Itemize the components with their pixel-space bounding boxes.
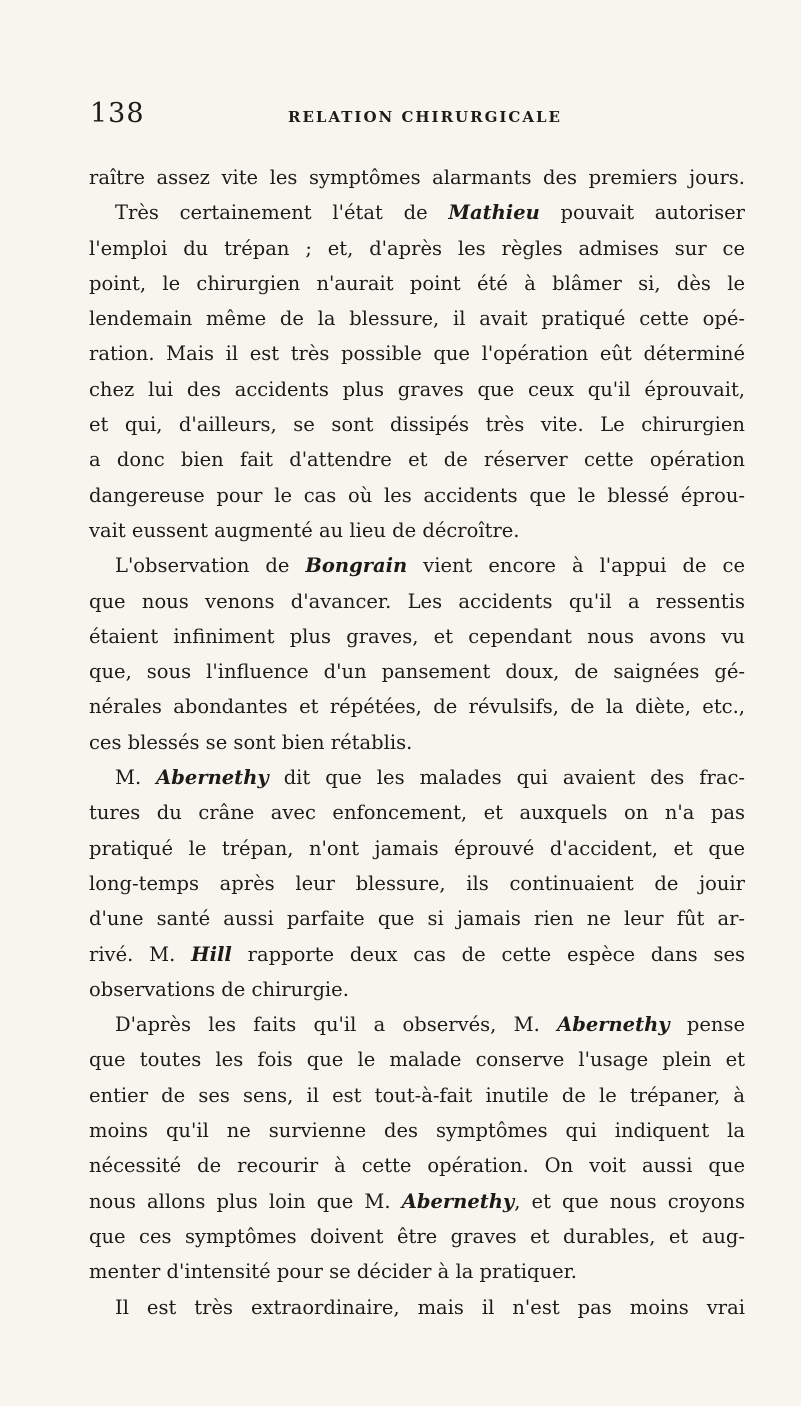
text-line: que, sous l'influence d'un pansement doux, de saignées gé- (89, 660, 745, 684)
text-line: moins qu'il ne survienne des symptômes qui indiquent la (89, 1119, 745, 1143)
text-line: que nous venons d'avancer. Les accidents qu'il a ressentis (89, 589, 745, 613)
text-line: L'observation de Bongrain vient encore à l'appui de ce (115, 554, 745, 578)
text-line: observations de chirurgie. (89, 977, 349, 1001)
text-line: dangereuse pour le cas où les accidents que le blessé éprou- (89, 483, 745, 507)
text-line: lendemain même de la blessure, il avait pratiqué cette opé- (89, 307, 745, 331)
text-line: nous allons plus loin que M. Abernethy, et que nous croyons (89, 1189, 745, 1213)
text-line: nécessité de recourir à cette opération. On voit aussi que (89, 1154, 745, 1178)
body-text (89, 160, 745, 1325)
text-line: l'emploi du trépan ; et, d'après les règles admises sur ce (89, 236, 745, 260)
text-line: Très certainement l'état de Mathieu pouvait autoriser (115, 201, 745, 225)
text-line: étaient infiniment plus graves, et cependant nous avons vu (89, 624, 745, 648)
text-line: D'après les faits qu'il a observés, M. Abernethy pense (115, 1013, 746, 1037)
text-line: menter d'intensité pour se décider à la pratiquer. (89, 1260, 577, 1284)
text-line: entier de ses sens, il est tout-à-fait inutile de le trépaner, à (89, 1083, 745, 1107)
running-title: RELATION CHIRURGICALE (288, 108, 562, 126)
text-line: rivé. M. Hill rapporte deux cas de cette espèce dans ses (89, 942, 746, 966)
page-number: 138 (90, 98, 145, 129)
text-line: chez lui des accidents plus graves que ceux qu'il éprouvait, (89, 377, 745, 401)
text-line: que toutes les fois que le malade conserve l'usage plein et (89, 1048, 745, 1072)
text-line: nérales abondantes et répétées, de révulsifs, de la diète, etc., (89, 695, 745, 719)
text-line: d'une santé aussi parfaite que si jamais rien ne leur fût ar- (89, 907, 745, 931)
text-line: M. Abernethy dit que les malades qui avaient des frac- (115, 766, 745, 790)
text-line: a donc bien fait d'attendre et de réserver cette opération (89, 448, 745, 472)
text-line: Il est très extraordinaire, mais il n'est pas moins vrai (115, 1295, 745, 1319)
text-line: pratiqué le trépan, n'ont jamais éprouvé d'accident, et que (89, 836, 745, 860)
text-line: long-temps après leur blessure, ils continuaient de jouir (89, 871, 745, 895)
text-line: et qui, d'ailleurs, se sont dissipés très vite. Le chirurgien (89, 413, 745, 437)
text-line: point, le chirurgien n'aurait point été à blâmer si, dès le (89, 271, 745, 295)
text-line: raître assez vite les symptômes alarmants des premiers jours. (89, 166, 745, 189)
text-line: tures du crâne avec enfoncement, et auxquels on n'a pas (89, 801, 745, 825)
text-line: que ces symptômes doivent être graves et durables, et aug- (89, 1224, 745, 1248)
page-header (90, 98, 740, 138)
text-line: ration. Mais il est très possible que l'opération eût déterminé (89, 342, 745, 366)
text-line: ces blessés se sont bien rétablis. (89, 730, 413, 754)
text-line: vait eussent augmenté au lieu de décroître. (89, 518, 520, 542)
